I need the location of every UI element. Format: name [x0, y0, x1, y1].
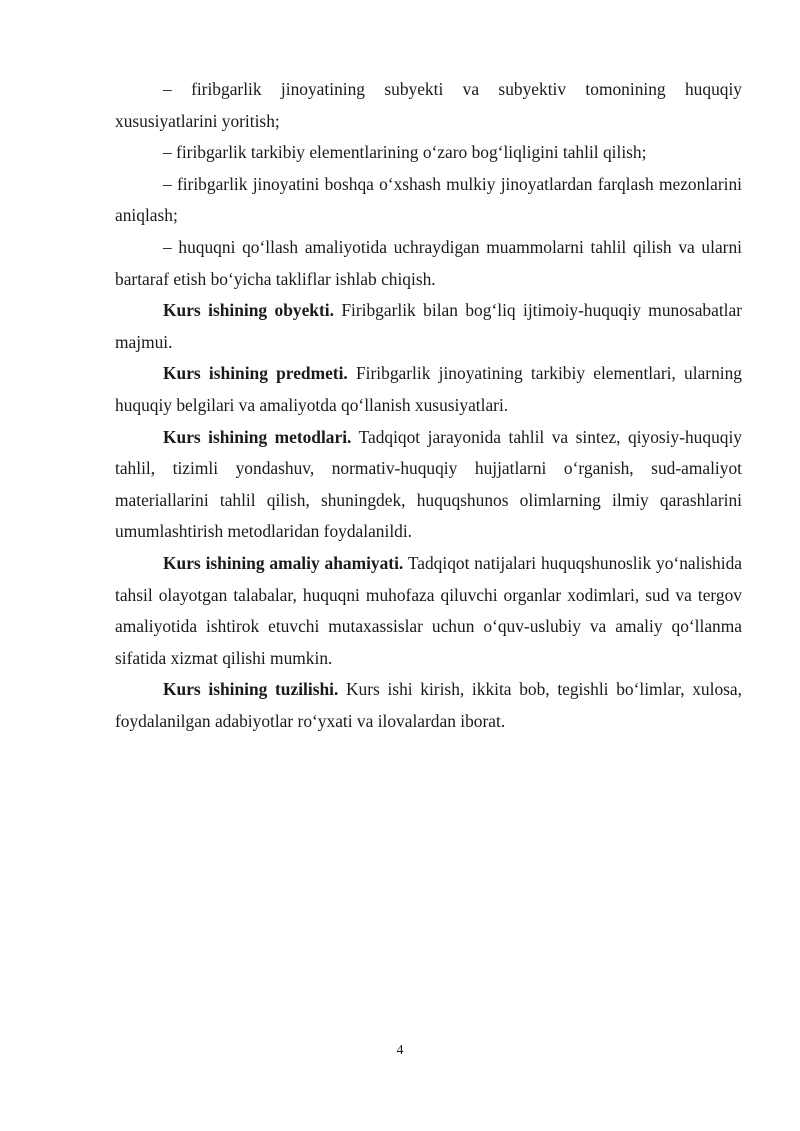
- section-text: Tadqiqot jarayonida tahlil va sintez, qiyosiy-huquqiy tahlil, tizimli yondashuv, normativ-huquqiy hujjatlarni o‘rganish, sud-amaliyot materiallarini tahlil qilish, shuningdek, huquqshunos olimlarning ilmiy qarashlarini umumlashtirish metodlaridan foydalanildi.: [115, 426, 742, 542]
- section-subject: [115, 358, 742, 421]
- section-methods: [115, 422, 742, 548]
- section-heading: Kurs ishining metodlari.: [163, 426, 352, 447]
- list-item: – huquqni qo‘llash amaliyotida uchraydigan muammolarni tahlil qilish va ularni bartaraf etish bo‘yicha takliflar ishlab chiqish.: [115, 236, 742, 289]
- section-practical-significance: [115, 548, 742, 674]
- page-number: 4: [396, 1043, 404, 1058]
- section-structure: [115, 674, 742, 737]
- section-text: Firibgarlik jinoyatining tarkibiy elementlari, ularning huquqiy belgilari va amaliyotda qo‘llanish xususiyatlari.: [115, 363, 742, 415]
- document-page: [115, 74, 742, 737]
- section-text: Tadqiqot natijalari huquqshunoslik yo‘nalishida tahsil olayotgan talabalar, huquqni muhofaza qiluvchi organlar xodimlari, sud va tergov amaliyotida ishtirok etuvchi mutaxassislar uchun o‘quv-uslubiy va amaliy qo‘llanma sifatida xizmat qilishi mumkin.: [115, 552, 742, 668]
- section-object: [115, 295, 742, 358]
- section-text: Kurs ishi kirish, ikkita bob, tegishli bo‘limlar, xulosa, foydalanilgan adabiyotlar ro‘yxati va ilovalardan iborat.: [115, 679, 742, 731]
- list-item: – firibgarlik jinoyatining subyekti va subyektiv tomonining huquqiy xususiyatlarini yoritish;: [115, 79, 742, 131]
- section-heading: Kurs ishining obyekti.: [163, 300, 334, 321]
- list-item: – firibgarlik tarkibiy elementlarining o‘zaro bog‘liqligini tahlil qilish;: [163, 142, 647, 163]
- section-text: Firibgarlik bilan bog‘liq ijtimoiy-huquqiy munosabatlar majmui.: [115, 300, 742, 352]
- section-heading: Kurs ishining predmeti.: [163, 363, 348, 384]
- section-heading: Kurs ishining amaliy ahamiyati.: [163, 552, 404, 573]
- section-heading: Kurs ishining tuzilishi.: [163, 679, 339, 700]
- list-item: – firibgarlik jinoyatini boshqa o‘xshash mulkiy jinoyatlardan farqlash mezonlarini aniqlash;: [115, 173, 742, 226]
